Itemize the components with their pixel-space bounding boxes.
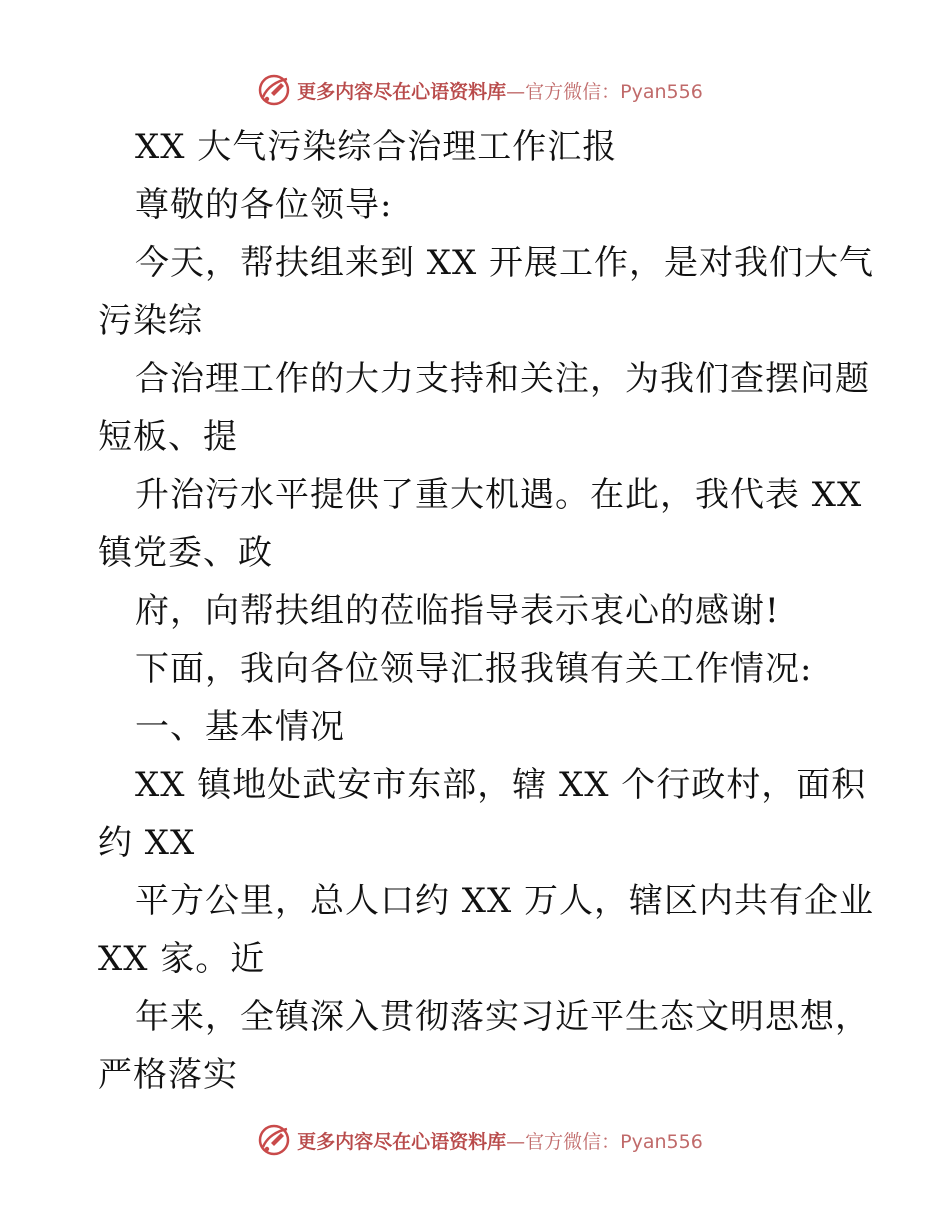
document-line: 一、基本情况 bbox=[135, 707, 345, 747]
pen-logo-icon bbox=[257, 73, 291, 107]
watermark-tail: 官方微信：Pyan556 bbox=[525, 1130, 703, 1153]
watermark-tail: 官方微信：Pyan556 bbox=[525, 80, 703, 103]
document-line: 尊敬的各位领导: bbox=[135, 185, 393, 225]
watermark-group bbox=[257, 1123, 703, 1157]
watermark-main: 更多内容尽在心语资料库 bbox=[297, 80, 507, 103]
document-line: 严格落实 bbox=[98, 1055, 238, 1095]
document-line: 今天，帮扶组来到 XX 开展工作，是对我们大气 bbox=[135, 243, 875, 283]
document-line: 府，向帮扶组的莅临指导表示衷心的感谢! bbox=[135, 591, 780, 631]
document-line: 约 XX bbox=[98, 823, 196, 863]
document-line: 下面，我向各位领导汇报我镇有关工作情况: bbox=[135, 649, 813, 689]
document-line: XX 家。近 bbox=[98, 939, 266, 979]
watermark-separator: — bbox=[506, 1130, 526, 1153]
document-line: 合治理工作的大力支持和关注，为我们查摆问题 bbox=[135, 359, 870, 399]
document-line: 年来，全镇深入贯彻落实习近平生态文明思想， bbox=[135, 997, 870, 1037]
document-line: XX 大气污染综合治理工作汇报 bbox=[135, 127, 618, 167]
watermark-header bbox=[0, 70, 950, 110]
watermark-group bbox=[257, 73, 703, 107]
watermark-footer bbox=[0, 1120, 950, 1160]
watermark-text bbox=[297, 1127, 703, 1154]
document-line: 污染综 bbox=[98, 301, 203, 341]
document-body bbox=[98, 118, 878, 1104]
document-line: 短板、提 bbox=[98, 417, 238, 457]
watermark-main: 更多内容尽在心语资料库 bbox=[297, 1130, 507, 1153]
watermark-separator: — bbox=[506, 80, 526, 103]
document-line: 镇党委、政 bbox=[98, 533, 273, 573]
document-line: 升治污水平提供了重大机遇。在此，我代表 XX bbox=[135, 475, 863, 515]
watermark-text bbox=[297, 77, 703, 104]
document-line: XX 镇地处武安市东部，辖 XX 个行政村，面积 bbox=[135, 765, 867, 805]
pen-logo-icon bbox=[257, 1123, 291, 1157]
document-line: 平方公里，总人口约 XX 万人，辖区内共有企业 bbox=[135, 881, 875, 921]
